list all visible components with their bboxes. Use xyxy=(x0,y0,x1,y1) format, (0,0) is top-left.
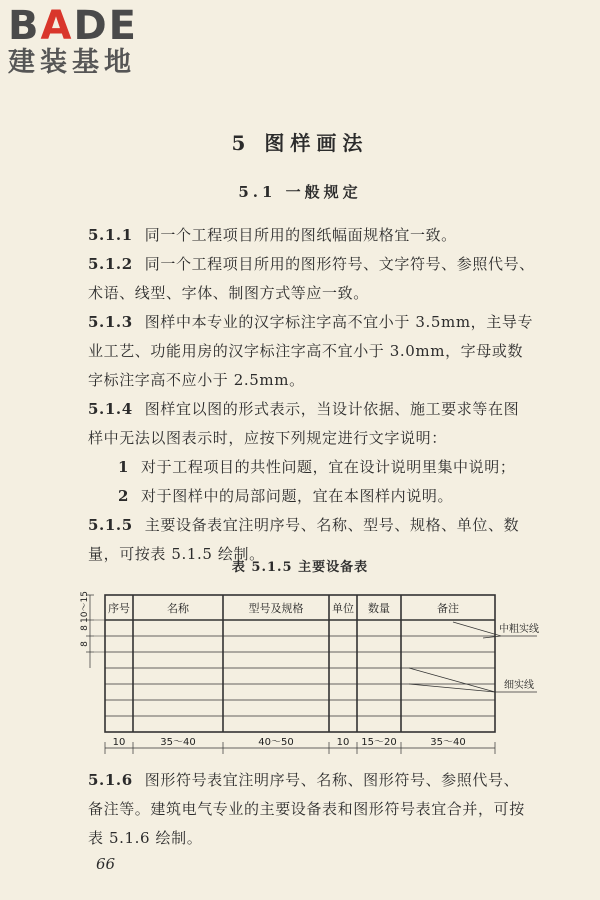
header-model: 型号及规格 xyxy=(248,602,304,615)
header-unit: 单位 xyxy=(332,602,354,615)
header-index: 序号 xyxy=(108,602,130,615)
header-remarks: 备注 xyxy=(437,602,459,615)
clause-5-1-5: 5.1.5 主要设备表宜注明序号、名称、型号、规格、单位、数 量，可按表 5.1.5 绘制。 xyxy=(88,516,520,563)
callout-thin-line: 细实线 xyxy=(504,680,534,691)
equipment-table-figure xyxy=(75,582,545,761)
table-title: 表 5.1.5 主要设备表 xyxy=(231,560,369,575)
height-label: 8 xyxy=(80,641,90,647)
header-name: 名称 xyxy=(167,602,189,615)
clause-5-1-6: 5.1.6 图形符号表宜注明序号、名称、图形符号、参照代号、 备注等。建筑电气专业的主要设备表和图形符号表宜合并，可按 表 5.1.6 绘制。 xyxy=(88,771,525,847)
width-label: 40～50 xyxy=(258,737,294,748)
height-label: 10～15 xyxy=(80,591,90,623)
chapter-title: 5 图样画法 xyxy=(231,131,369,155)
logo xyxy=(8,3,138,80)
section-title: 5.1 一般规定 xyxy=(238,183,362,201)
width-label: 10 xyxy=(336,737,350,748)
width-label: 35～40 xyxy=(160,737,196,748)
logo-mark: BADE xyxy=(8,3,138,49)
clause-5-1-3: 5.1.3 图样中本专业的汉字标注字高不宜小于 3.5mm，主导专 业工艺、功能用房的汉字标注字高不宜小于 3.0mm，字母或数 字标注字高不应小于 2.5mm。 xyxy=(88,313,534,389)
callout-medium-thick-line: 中粗实线 xyxy=(499,624,539,635)
clause-5-1-2: 5.1.2 同一个工程项目所用的图形符号、文字符号、参照代号、 术语、线型、字体、制图方式等应一致。 xyxy=(88,255,535,302)
logo-subtitle: 建装基地 xyxy=(8,47,136,78)
width-label: 15～20 xyxy=(361,737,397,748)
width-label: 10 xyxy=(112,737,126,748)
height-label: 8 xyxy=(80,625,90,631)
page-number: 66 xyxy=(96,855,116,873)
clause-5-1-4: 5.1.4 图样宜以图的形式表示，当设计依据、施工要求等在图 样中无法以图表示时，应按下列规定进行文字说明： 1 对于工程项目的共性问题，宜在设计说明里集中说明； 2 对于图样中的局部问题，宜在本图样内说明。 xyxy=(88,400,520,505)
clause-5-1-1: 5.1.1 同一个工程项目所用的图纸幅面规格宜一致。 xyxy=(88,226,457,244)
width-label: 35～40 xyxy=(430,737,466,748)
equipment-table-drawing xyxy=(75,582,545,757)
header-quantity: 数量 xyxy=(368,602,390,615)
